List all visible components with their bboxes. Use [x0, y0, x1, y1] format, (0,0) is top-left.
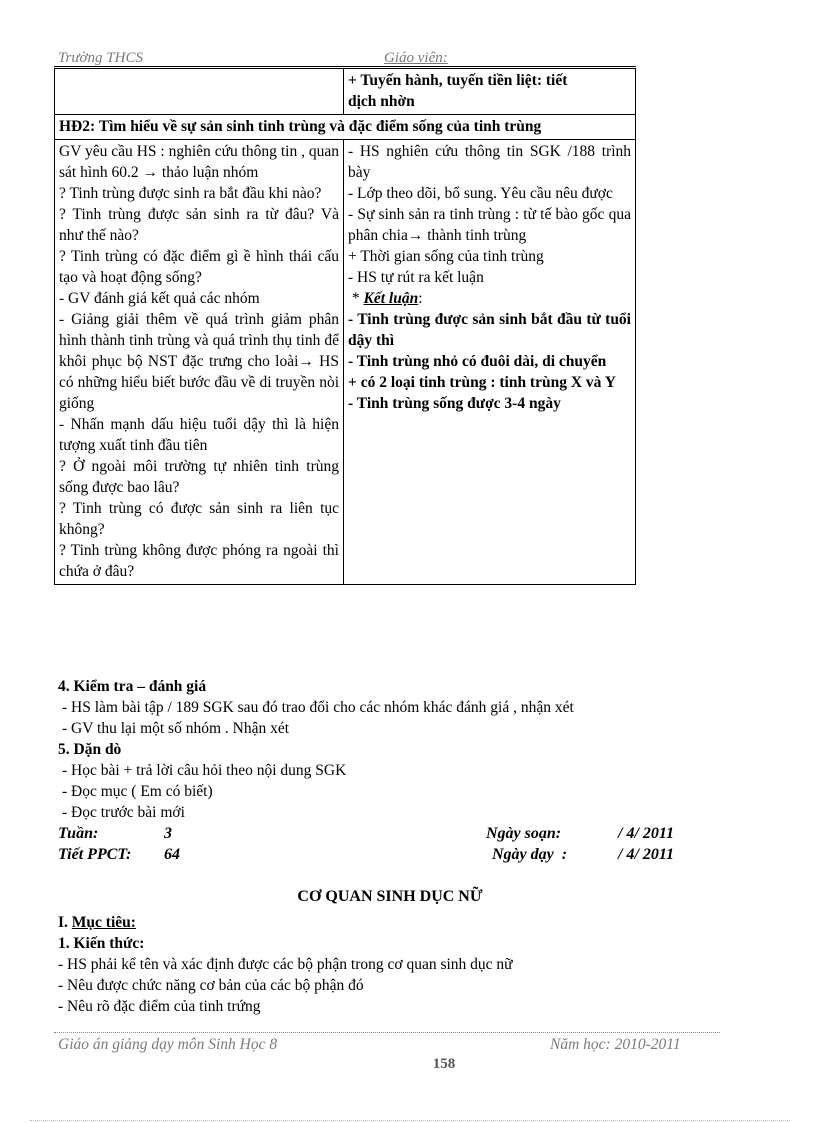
lesson-table: [54, 68, 636, 585]
list-item: - GV thu lại một số nhóm . Nhận xét: [62, 720, 290, 737]
table-row: [55, 69, 636, 115]
teacher-activities: [55, 140, 344, 585]
list-item: - Nêu được chức năng cơ bản của các bộ phận đó: [58, 977, 364, 994]
list-item: - Học bài + trả lời câu hỏi theo nội dung SGK: [62, 762, 347, 779]
period-label: Tiết PPCT:: [58, 846, 132, 863]
list-item: - Nhấn mạnh dấu hiệu tuổi dậy thì là hiện tượng xuất tinh đầu tiên: [59, 416, 339, 454]
period-value: 64: [164, 846, 180, 863]
section-5-title: 5. Dặn dò: [58, 741, 122, 758]
objectives-heading-text: Mục tiêu:: [71, 914, 136, 931]
list-item: - Lớp theo dõi, bổ sung. Yêu cầu nêu được: [348, 185, 613, 202]
list-item: - HS nghiên cứu thông tin SGK /188 trình bày: [348, 143, 631, 181]
list-item: - HS làm bài tập / 189 SGK sau đó trao đổi cho các nhóm khác đánh giá , nhận xét: [62, 699, 574, 716]
lesson-title: CƠ QUAN SINH DỤC NỮ: [297, 888, 483, 905]
list-item: ? Tinh trùng được sinh ra bắt đầu khi nào?: [59, 185, 322, 202]
list-item: - HS tự rút ra kết luận: [348, 269, 484, 286]
conclusion-item: - Tinh trùng sống được 3-4 ngày: [348, 395, 561, 412]
prep-date-label: Ngày soạn:: [486, 825, 562, 842]
teach-date-value: / 4/ 2011: [618, 846, 675, 863]
knowledge-title: 1. Kiến thức:: [58, 935, 145, 952]
section-title: HĐ2: Tìm hiểu về sự sản sinh tinh trùng và đặc điểm sống của tinh trùng: [55, 115, 636, 140]
list-item: - Đọc mục ( Em có biết): [62, 783, 213, 800]
school-label: Trường THCS: [58, 50, 143, 66]
section-4: [58, 676, 574, 823]
list-item: + Thời gian sống của tinh trùng: [348, 248, 544, 265]
conclusion-item: - Tinh trùng nhỏ có đuôi dài, di chuyển: [348, 353, 607, 370]
list-item: - Đọc trước bài mới: [62, 804, 185, 821]
table-row: [55, 115, 636, 140]
list-item: ? Tinh trùng có được sản sinh ra liên tục không?: [59, 500, 339, 538]
list-item: - Giảng giải thêm về quá trình giảm phân hình thành tinh trùng và quá trình thụ tinh để khôi phục bộ NST đặc trưng cho loài→ HS có những hiểu biết bước đầu về di truyền nòi giống: [59, 311, 339, 412]
objectives: [58, 912, 513, 1017]
week-value: 3: [164, 825, 172, 842]
bottom-divider: [30, 1120, 790, 1121]
conclusion-label: Kết luận: [363, 290, 419, 307]
page-footer: [54, 1032, 720, 1053]
conclusion-item: - Tinh trùng được sản sinh bắt đầu từ tuổi dậy thì: [348, 311, 631, 349]
week-label: Tuần:: [58, 825, 99, 842]
page-header: [54, 50, 636, 67]
table-row: [55, 140, 636, 585]
list-item: - HS phải kể tên và xác định được các bộ phận trong cơ quan sinh dục nữ: [58, 956, 513, 973]
list-item: ? Tinh trùng không được phóng ra ngoài thì chứa ở đâu?: [59, 542, 339, 580]
table-cell-top-right: [344, 69, 636, 115]
teach-date-label: Ngày dạy :: [492, 846, 568, 863]
conclusion-star: *: [348, 290, 364, 307]
list-item: - Sự sinh sản ra tinh trùng : từ tế bào gốc qua phân chia→ thành tinh trùng: [348, 206, 631, 244]
list-item: GV yêu cầu HS : nghiên cứu thông tin , quan sát hình 60.2 → thảo luận nhóm: [59, 143, 339, 181]
footer-school-year: Năm học: 2010-2011: [550, 1036, 681, 1053]
section-4-title: 4. Kiểm tra – đánh giá: [58, 678, 207, 695]
student-activities: [344, 140, 636, 585]
conclusion-colon: :: [418, 290, 423, 307]
list-item: ? Tinh trùng được sản sinh ra từ đâu? Và như thế nào?: [59, 206, 339, 244]
footer-subject: Giáo án giảng dạy môn Sinh Học 8: [58, 1036, 278, 1053]
list-item: - Nêu rõ đặc điểm của tinh trứng: [58, 998, 261, 1015]
conclusion-item: + có 2 loại tinh trùng : tinh trùng X và Y: [348, 374, 616, 391]
page-number: 158: [432, 1056, 456, 1072]
top-right-line: + Tuyến hành, tuyến tiền liệt: tiết: [348, 72, 568, 89]
list-item: - GV đánh giá kết quả các nhóm: [59, 290, 260, 307]
top-right-line: dịch nhờn: [348, 93, 415, 110]
teacher-label: Giáo viên:: [384, 50, 448, 66]
table-cell-empty: [55, 69, 344, 115]
list-item: ? Tinh trùng có đặc điểm gì ề hình thái cấu tạo và hoạt động sống?: [59, 248, 339, 286]
list-item: ? Ở ngoài môi trường tự nhiên tinh trùng sống được bao lâu?: [59, 458, 339, 496]
conclusion-heading: [348, 288, 631, 309]
prep-date-value: / 4/ 2011: [618, 825, 675, 842]
objectives-prefix: I.: [58, 914, 72, 931]
objectives-heading: [58, 912, 513, 933]
